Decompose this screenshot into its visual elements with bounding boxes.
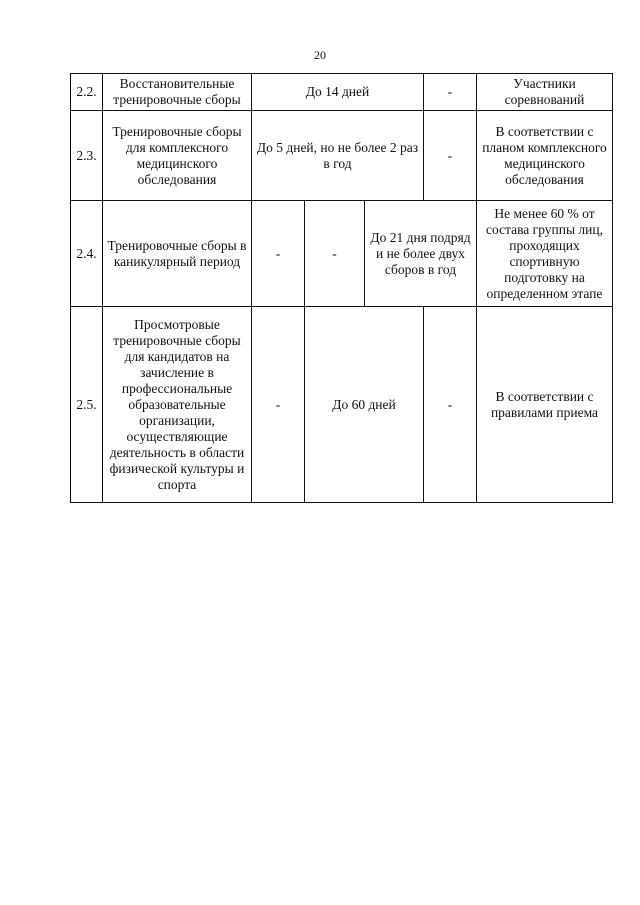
camp-participants: Не менее 60 % от состава группы лиц, проходящих спортивную подготовку на определенном этапе bbox=[477, 201, 613, 307]
camp-participants: Участники соревнований bbox=[477, 74, 613, 111]
table-row-2-2 bbox=[71, 74, 613, 111]
table-row-2-5 bbox=[71, 307, 613, 503]
dash-cell: - bbox=[424, 111, 477, 201]
camp-name: Восстановительные тренировочные сборы bbox=[103, 74, 252, 111]
dash-cell: - bbox=[252, 201, 305, 307]
dash-cell: - bbox=[252, 307, 305, 503]
page-number: 20 bbox=[314, 48, 326, 62]
dash-cell: - bbox=[305, 201, 365, 307]
camp-duration: До 14 дней bbox=[252, 74, 424, 111]
row-number: 2.2. bbox=[71, 74, 103, 111]
row-number: 2.3. bbox=[71, 111, 103, 201]
camp-duration: До 21 дня подряд и не более двух сборов в год bbox=[365, 201, 477, 307]
row-number: 2.4. bbox=[71, 201, 103, 307]
camp-duration: До 5 дней, но не более 2 раз в год bbox=[252, 111, 424, 201]
camp-name: Тренировочные сборы для комплексного медицинского обследования bbox=[103, 111, 252, 201]
camp-name: Просмотровые тренировочные сборы для кандидатов на зачисление в профессиональные образовательные организации, осуществляющие деятельность в области физической культуры и спорта bbox=[103, 307, 252, 503]
row-number: 2.5. bbox=[71, 307, 103, 503]
training-camps-table bbox=[70, 73, 613, 503]
table-row-2-3 bbox=[71, 111, 613, 201]
camp-participants: В соответствии с планом комплексного медицинского обследования bbox=[477, 111, 613, 201]
dash-cell: - bbox=[424, 307, 477, 503]
camp-duration: До 60 дней bbox=[305, 307, 424, 503]
table-row-2-4 bbox=[71, 201, 613, 307]
camp-participants: В соответствии с правилами приема bbox=[477, 307, 613, 503]
camp-name: Тренировочные сборы в каникулярный период bbox=[103, 201, 252, 307]
dash-cell: - bbox=[424, 74, 477, 111]
